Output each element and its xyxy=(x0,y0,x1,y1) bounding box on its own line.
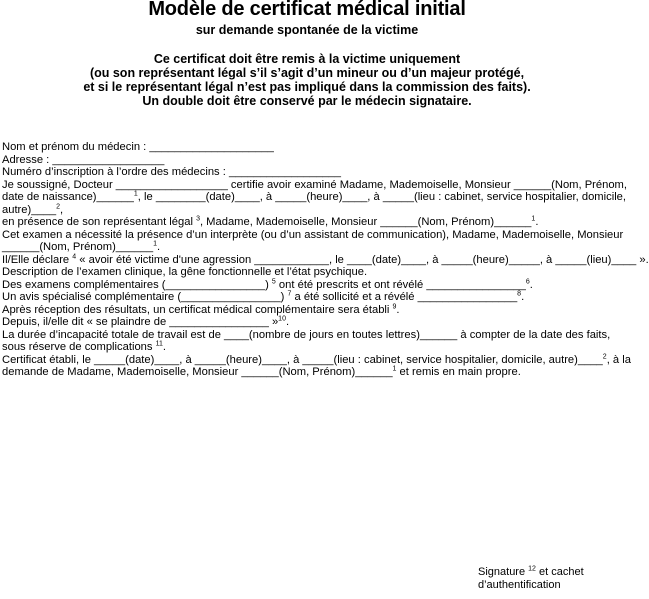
footnote-ref: 6 xyxy=(525,277,530,285)
footnote-ref: 8 xyxy=(517,290,522,298)
declaration-line: date de naissance)______$^1$, le ________(date)____, à _____(heure)____, à _____(lieu : cabinet, service hospitalier, domicile, xyxy=(2,190,627,203)
footnote-ref: 5 xyxy=(271,277,276,285)
footnote-ref: 1 xyxy=(133,190,138,198)
followup-paragraph: Après réception des résultats, un certificat médical complémentaire sera établi $^9$. xyxy=(2,302,400,316)
notice-line: (ou son représentant légal s’il s’agit d’un mineur ou d’un majeur protégé, xyxy=(89,66,525,80)
footnote-ref: 1 xyxy=(392,365,397,373)
registration-field: Numéro d’inscription à l’ordre des médecins : __________________ xyxy=(2,166,341,178)
footnote-ref: 10 xyxy=(278,315,286,323)
footnote-ref: 11 xyxy=(155,340,163,348)
signature-block: Signature $^{12}$ et cachet d’authentification xyxy=(478,565,584,591)
specialist-paragraph: Un avis spécialisé complémentaire (________________) $^7$ a été sollicité et a révélé ________________$^8$. xyxy=(2,290,525,303)
notice-line: Ce certificat doit être remis à la victime uniquement xyxy=(153,52,461,66)
footnote-ref: 2 xyxy=(602,352,607,360)
footnote-ref: 7 xyxy=(287,290,292,298)
footnote-ref: 2 xyxy=(56,202,61,210)
itt-paragraph: La durée d’incapacité totale de travail est de ____(nombre de jours en toutes lettres)______ à compter de la date des faits, sous réserve de complications $^{11}$. xyxy=(2,328,611,353)
notice-line: Un double doit être conservé par le médecin signataire. xyxy=(142,94,472,108)
footnote-ref: 12 xyxy=(528,565,536,573)
address-field: Adresse : __________________ xyxy=(2,153,165,166)
doctor-identity xyxy=(2,141,612,179)
page-title: Modèle de certificat médical initial xyxy=(148,0,466,20)
footnote-ref: 1 xyxy=(531,215,536,223)
clinical-paragraph: Description de l’examen clinique, la gêne fonctionnelle et l’état psychique. xyxy=(2,266,368,278)
declaration-line: autre)____$^2$, xyxy=(2,202,64,216)
declaration-paragraph xyxy=(2,178,627,217)
interpreter-paragraph: Cet examen a nécessité la présence d’un interprète (ou d’un assistant de communication), Madame, Mademoiselle, Monsieur ______(Nom, Prénom)______$^1$. xyxy=(2,228,624,253)
footnote-ref: 4 xyxy=(72,252,77,260)
exams-paragraph: Des examens complémentaires (________________) $^5$ ont été prescrits et ont révélé ________________$^6$. xyxy=(2,277,533,291)
page-subtitle: sur demande spontanée de la victime xyxy=(195,23,419,37)
doctor-name-field: Nom et prénom du médecin : ____________________ xyxy=(2,141,274,153)
notice-block xyxy=(0,52,614,108)
declaration-line: Je soussigné, Docteur __________________ certifie avoir examiné Madame, Mademoiselle, Monsieur ______(Nom, Prénom, xyxy=(2,178,627,191)
notice-line: et si le représentant légal n’est pas impliqué dans la commission des faits). xyxy=(83,80,531,94)
established-paragraph: Certificat établi, le _____(date)____, à _____(heure)____, à _____(lieu : cabinet, service hospitalier, domicile, autre)____$^2$, à la demande de Madame, Mademoiselle, Monsieur ______(Nom, Prénom)______$^1$ et remis en main propre. xyxy=(2,352,631,378)
representative-paragraph: en présence de son représentant légal $^3$, Madame, Mademoiselle, Monsieur ______(Nom, Prénom)______$^1$. xyxy=(2,215,539,228)
footnote-ref: 1 xyxy=(153,240,158,248)
certificate-body xyxy=(2,141,649,379)
complaint-paragraph: Depuis, il/elle dit « se plaindre de ________________ »$^{10}$. xyxy=(2,315,290,328)
statement-paragraph: Il/Elle déclare $^4$ « avoir été victime d'une agression ____________, le ____(date)____, à _____(heure)_____, à _____(lieu)____ ». xyxy=(2,252,649,266)
footnote-ref: 3 xyxy=(196,215,200,223)
footnote-ref: 9 xyxy=(392,302,397,310)
